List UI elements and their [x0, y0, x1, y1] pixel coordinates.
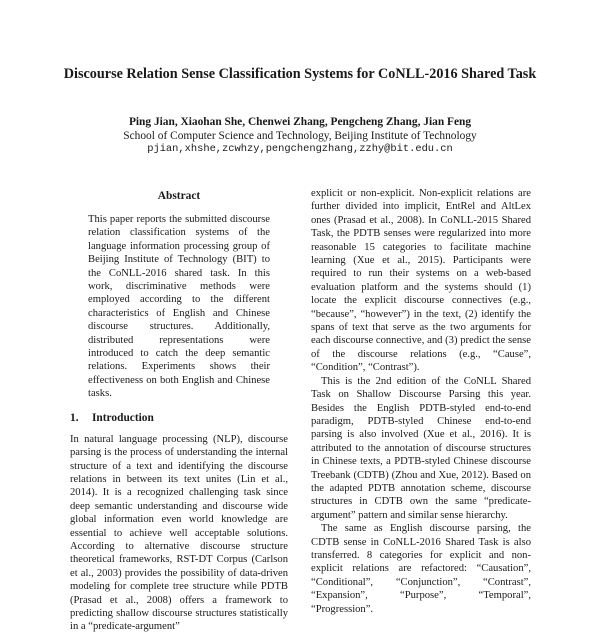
- section-number: 1.: [70, 411, 79, 424]
- right-paragraph-3: The same as English discourse parsing, the CDTB sense in CoNLL-2016 Shared Task is also transferred. 8 categories for explicit and non-explicit relations are refactored: “Causation”, “Conditional”, “Conjunction”, “Contrast”, “Expansion”, “Purpose”, “Temporal”, “Progression”.: [311, 523, 531, 615]
- left-column: [70, 187, 288, 634]
- paper-emails: pjian,xhshe,zcwhzy,pengchengzhang,zzhy@bit.edu.cn: [147, 143, 453, 155]
- paper-authors: Ping Jian, Xiaohan She, Chenwei Zhang, Pengcheng Zhang, Jian Feng: [128, 116, 472, 128]
- abstract-heading: Abstract: [157, 190, 201, 202]
- introduction-paragraph-1: In natural language processing (NLP), discourse parsing is the process of understanding the internal structure of a text and identifying the discourse relations in between its text unites (Lin et al., 2014). It is a recognized challenging task since deep semantic understanding and discourse wide global information even world knowledge are essential to achieve well acceptable solutions. According to alternative discourse structure theoretical frameworks, RST-DT Corpus (Carlson et al., 2003) provides the possibility of data-driven modeling for complete tree structure while PDTB (Prasad et al., 2008) offers a framework to predicting shallow discourse structures statistically in a “predicate-argument”: [70, 433, 288, 633]
- paper-affiliation: School of Computer Science and Technology, Beijing Institute of Technology: [123, 130, 477, 142]
- abstract-text: This paper reports the submitted discourse relation classification systems of the language information processing group of Beijing Institute of Technology (BIT) to the CoNLL-2016 shared task. In this work, discriminative methods were employed according to the different characteristics of English and Chinese discourse structures. Additionally, distributed representations were introduced to catch the deep semantic relations. Experiments shows their effectiveness on both English and Chinese tasks.: [88, 214, 270, 400]
- paper-title: Discourse Relation Sense Classification Systems for CoNLL-2016 Shared Task: [63, 66, 537, 82]
- section-title: Introduction: [92, 411, 154, 424]
- section-heading-introduction: [70, 411, 288, 425]
- right-paragraph-2: This is the 2nd edition of the CoNLL Shared Task on Shallow Discourse Parsing this year. Besides the English PDTB-styled end-to-end paradigm, PDTB-styled Chinese end-to-end parsing is also involved (Xue et al., 2016). It is attributed to the annotation of discourse structures in Chinese texts, a PDTB-styled Chinese discourse Treebank (CDTB) (Zhou and Xue, 2012). Based on the adapted PDTB annotation scheme, discourse structures in CDTB own the same “predicate-argument” pattern and similar sense hierarchy.: [311, 375, 531, 521]
- right-column: [311, 187, 531, 616]
- right-paragraph-1: explicit or non-explicit. Non-explicit relations are further divided into implicit, EntRel and AltLex ones (Prasad et al., 2008). In CoNLL-2015 Shared Task, the PDTB senses were regularized into more reasonable 15 categories to facilitate machine learning (Xue et al., 2015). Participants were required to run their systems on a web-based evaluation platform and the systems should (1) locate the explicit discourse connectives (e.g., “because”, “however”) in the text, (2) identify the spans of text that serve as the two arguments for each discourse connective, and (3) predict the sense of the discourse relations (e.g., “Cause”, “Condition”, “Contrast”).: [311, 188, 531, 374]
